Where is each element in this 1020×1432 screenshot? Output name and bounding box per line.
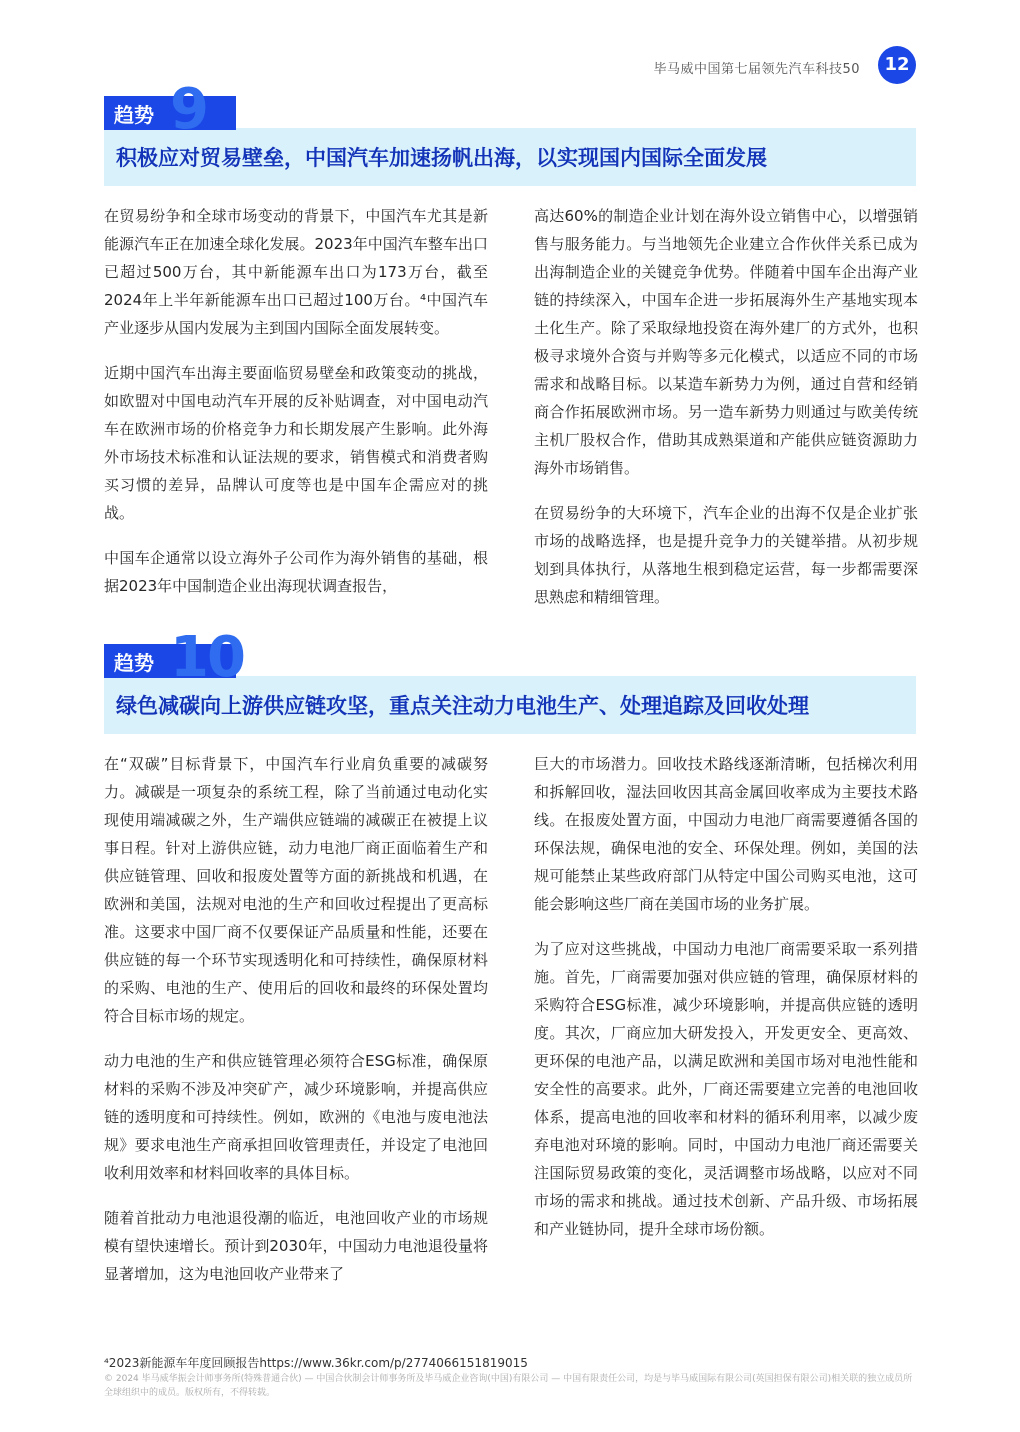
trend-10-left-column [104,750,488,1288]
trend-tag [104,96,154,130]
paragraph: 随着首批动力电池退役潮的临近，电池回收产业的市场规模有望快速增长。预计到2030年，中国动力电池退役量将显著增加，这为电池回收产业带来了 [104,1209,488,1283]
trend-10-banner [104,625,916,740]
paragraph: 近期中国汽车出海主要面临贸易壁垒和政策变动的挑战，如欧盟对中国电动汽车开展的反补贴调查，对中国电动汽车在欧洲市场的价格竞争力和长期发展产生影响。此外海外市场技术标准和认证法规的要求，销售模式和消费者购买习惯的差异，品牌认可度等也是中国车企需应对的挑战。 [104,364,488,522]
trend-heading: 绿色减碳向上游供应链攻坚，重点关注动力电池生产、处理追踪及回收处理 [116,694,809,718]
paragraph: 高达60%的制造企业计划在海外设立销售中心，以增强销售与服务能力。与当地领先企业建立合作伙伴关系已成为出海制造企业的关键竞争优势。伴随着中国车企出海产业链的持续深入，中国车企进一步拓展海外生产基地实现本土化生产。除了采取绿地投资在海外建厂的方式外，也积极寻求境外合资与并购等多元化模式，以适应不同的市场需求和战略目标。以某造车新势力为例，通过自营和经销商合作拓展欧洲市场。另一造车新势力则通过与欧美传统主机厂股权合作，借助其成熟渠道和产能供应链资源助力海外市场销售。 [534,207,918,477]
trend-tag [104,644,154,678]
copyright-notice: © 2024 毕马威华振会计师事务所(特殊普通合伙) — 中国合伙制会计师事务所及毕马威企业咨询(中国)有限公司 — 中国有限责任公司，均是与毕马威国际有限公司(英国担保有限公司)相关联的独立成员所全球组织中的成员。版权所有，不得转载。 [104,1374,913,1398]
trend-label: 趋势 [114,102,154,127]
trend-number: 10 [170,625,244,690]
paragraph: 在贸易纷争的大环境下，汽车企业的出海不仅是企业扩张市场的战略选择，也是提升竞争力的关键举措。从初步规划到具体执行，从落地生根到稳定运营，每一步都需要深思熟虑和精细管理。 [534,504,918,606]
paragraph: 在贸易纷争和全球市场变动的背景下，中国汽车尤其是新能源汽车正在加速全球化发展。2023年中国汽车整车出口已超过500万台，其中新能源车出口为173万台，截至2024年上半年新能源车出口已超过100万台。⁴中国汽车产业逐步从国内发展为主到国内国际全面发展转变。 [104,207,488,337]
paragraph: 中国车企通常以设立海外子公司作为海外销售的基础，根据2023年中国制造企业出海现状调查报告， [104,549,488,595]
page-number-badge: 12 [878,46,916,84]
trend-label: 趋势 [114,650,154,675]
trend-9-left-column [104,202,488,600]
report-title: 毕马威中国第七届领先汽车科技50 [653,62,860,77]
paragraph: 在“双碳”目标背景下，中国汽车行业肩负重要的减碳努力。减碳是一项复杂的系统工程，除了当前通过电动化实现使用端减碳之外，生产端供应链端的减碳正在被提上议事日程。针对上游供应链，动力电池厂商正面临着生产和供应链管理、回收和报废处置等方面的新挑战和机遇，在欧洲和美国，法规对电池的生产和回收过程提出了更高标准。这要求中国厂商不仅要保证产品质量和性能，还要在供应链的每一个环节实现透明化和可持续性，确保原材料的采购、电池的生产、使用后的回收和最终的环保处置均符合目标市场的规定。 [104,755,488,1025]
paragraph: 巨大的市场潜力。回收技术路线逐渐清晰，包括梯次利用和拆解回收，湿法回收因其高金属回收率成为主要技术路线。在报废处置方面，中国动力电池厂商需要遵循各国的环保法规，确保电池的安全、环保处理。例如，美国的法规可能禁止某些政府部门从特定中国公司购买电池，这可能会影响这些厂商在美国市场的业务扩展。 [534,755,918,913]
trend-number: 9 [170,77,207,142]
footnote: ⁴2023新能源车年度回顾报告https://www.36kr.com/p/2774066151819015 [104,1356,528,1370]
paragraph: 动力电池的生产和供应链管理必须符合ESG标准，确保原材料的采购不涉及冲突矿产，减少环境影响，并提高供应链的透明度和可持续性。例如，欧洲的《电池与废电池法规》要求电池生产商承担回收管理责任，并设定了电池回收利用效率和材料回收率的具体目标。 [104,1052,488,1182]
trend-9-banner [104,77,916,192]
trend-heading: 积极应对贸易壁垒，中国汽车加速扬帆出海，以实现国内国际全面发展 [116,146,767,170]
trend-9-right-column [534,202,918,611]
trend-10-right-column [534,750,918,1243]
paragraph: 为了应对这些挑战，中国动力电池厂商需要采取一系列措施。首先，厂商需要加强对供应链的管理，确保原材料的采购符合ESG标准，减少环境影响，并提高供应链的透明度。其次，厂商应加大研发投入，开发更安全、更高效、更环保的电池产品，以满足欧洲和美国市场对电池性能和安全性的高要求。此外，厂商还需要建立完善的电池回收体系，提高电池的回收率和材料的循环利用率，以减少废弃电池对环境的影响。同时，中国动力电池厂商还需要关注国际贸易政策的变化，灵活调整市场战略，以应对不同市场的需求和挑战。通过技术创新、产品升级、市场拓展和产业链协同，提升全球市场份额。 [534,940,918,1238]
